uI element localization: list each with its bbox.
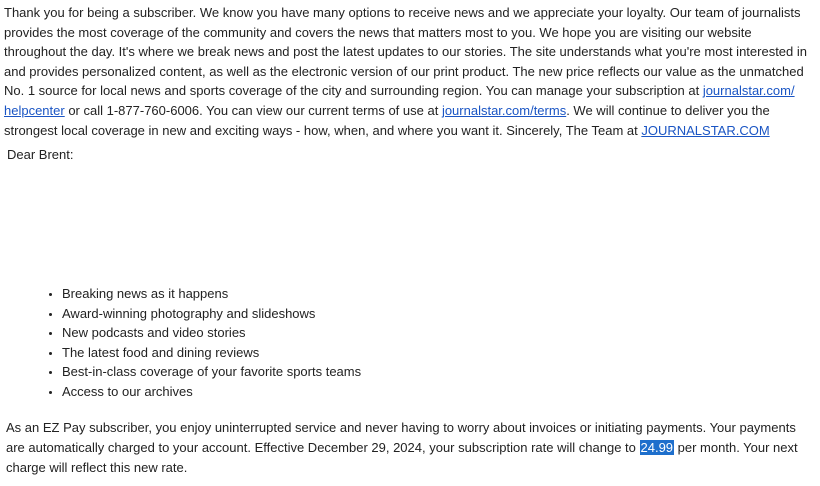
helpcenter-link[interactable]: journalstar.com/ helpcenter	[4, 83, 795, 118]
greeting: Dear Brent:	[7, 147, 74, 162]
intro-text-2: or call 1-877-760-6006. You can view our current terms of use at	[64, 102, 442, 118]
benefit-item-photography: • Award-winning photography and slideshows	[62, 304, 361, 324]
new-rate-value[interactable]: 24.99	[640, 440, 674, 455]
outro-text-1: As an EZ Pay subscriber, you enjoy uninterrupted service and never having to worry about invoices or initiating payments. Your payments are automatically charged to your account. Effective December 29, 2024, your subscription rate will change to	[6, 420, 796, 455]
outro-text-2: per month. Your next charge will reflect this new rate.	[6, 440, 798, 475]
benefits-list	[38, 284, 361, 402]
benefit-item-dining: • The latest food and dining reviews	[62, 343, 361, 363]
intro-text-1: Thank you for being a subscriber. We know you have many options to receive news and we appreciate your loyalty. Our team of journalists provides the most coverage of the community and covers the news that matters most to you. We hope you are visiting our website throughout the day. It's where we break news and post the latest updates to our stories. The site understands what you're most interested in and provides personalized content, as well as the electronic version of our print product. The new price reflects our value as the unmatched No. 1 source for local news and sports coverage of the city and surrounding region. You can manage your subscription at	[4, 5, 807, 99]
benefit-item-archives: • Access to our archives	[62, 382, 361, 402]
ez-pay-paragraph	[6, 418, 812, 478]
benefit-item-podcasts: • New podcasts and video stories	[62, 323, 361, 343]
intro-paragraph	[4, 3, 816, 140]
benefit-item-breaking-news: • Breaking news as it happens	[62, 284, 361, 304]
benefit-item-sports: • Best-in-class coverage of your favorite sports teams	[62, 362, 361, 382]
site-link[interactable]: JOURNALSTAR.COM	[641, 122, 770, 138]
intro-text-3: . We will continue to deliver you the strongest local coverage in new and exciting ways - how, when, and where you want it. Sincerely, The Team at	[4, 102, 770, 138]
terms-link[interactable]: journalstar.com/terms	[441, 102, 567, 118]
